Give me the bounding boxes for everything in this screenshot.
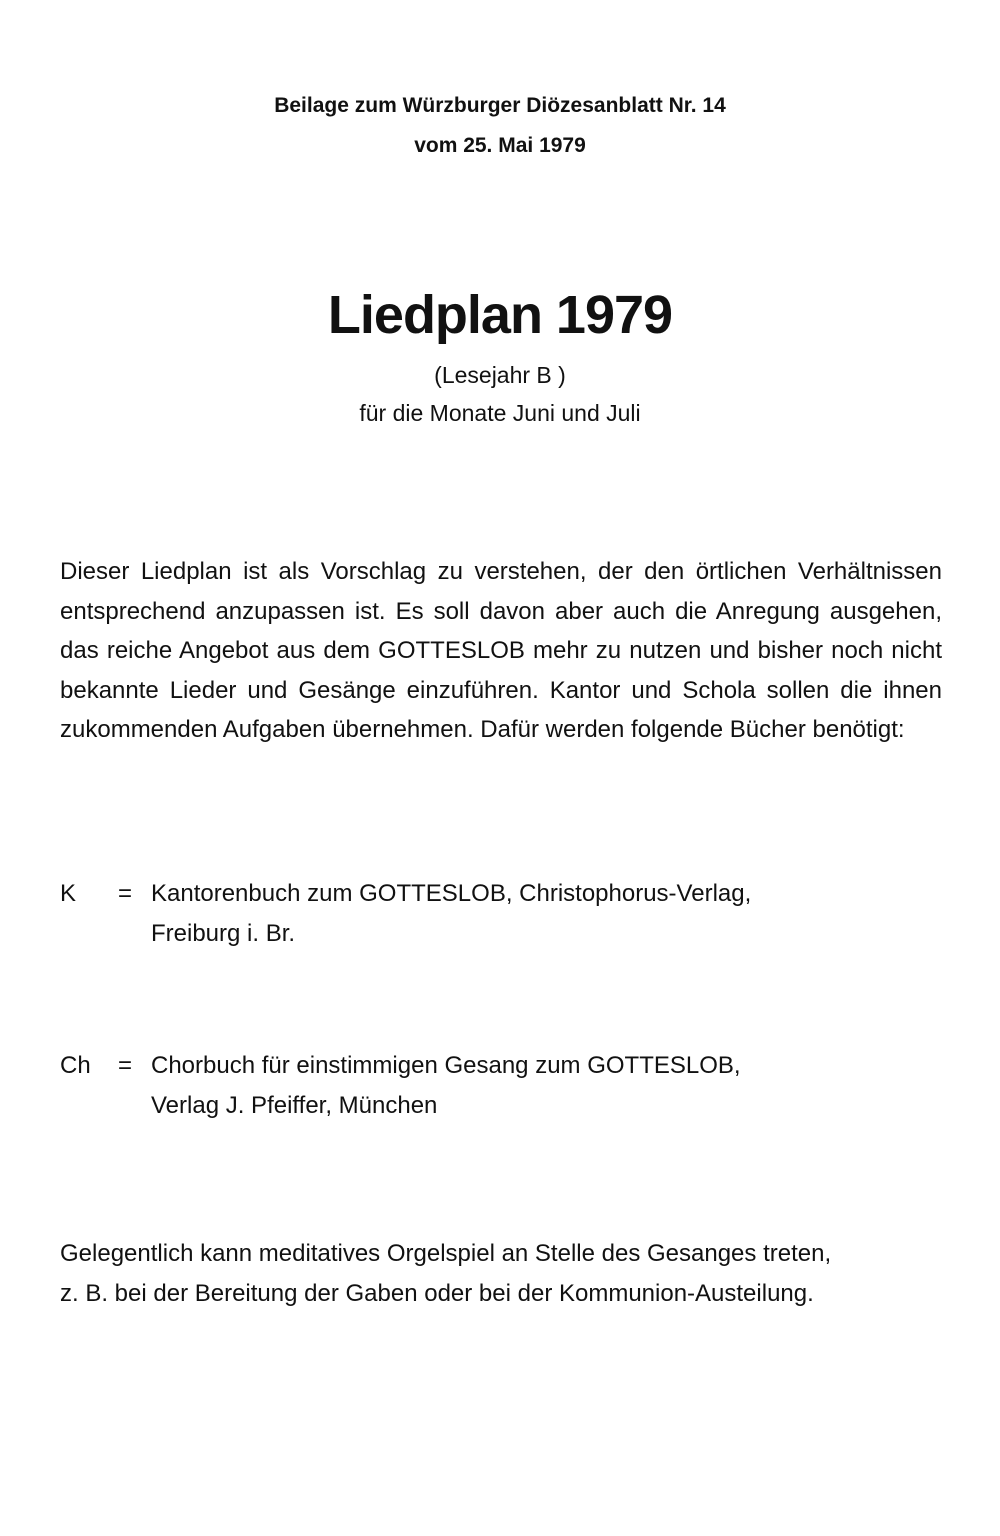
abbreviation-description-line-1: Kantorenbuch zum GOTTESLOB, Christophorus-Verlag, [151,880,752,907]
abbreviation-key: K [60,880,77,907]
abbreviation-description [151,1046,931,1126]
abbreviation-key: Ch [60,1052,91,1079]
equals-sign: = [117,880,132,907]
abbreviation-description [151,874,931,954]
header-line-2: vom 25. Mai 1979 [414,134,586,157]
header-line-1: Beilage zum Würzburger Diözesanblatt Nr. 14 [274,94,726,117]
organ-note-line-1: Gelegentlich kann meditatives Orgelspiel an Stelle des Gesanges treten, [60,1240,832,1267]
supplement-header [0,86,1000,166]
page-title: Liedplan 1979 [327,285,673,345]
intro-paragraph: Dieser Liedplan ist als Vorschlag zu verstehen, der den örtlichen Verhältnissen entsprechend anzupassen ist. Es soll davon aber auch die Anregung ausgehen, das reiche Angebot aus dem GOTTESLOB mehr zu nutzen und bisher noch nicht bekannte Lieder und Gesänge einzuführen. Kantor und Schola sollen die ihnen zukommenden Aufgaben übernehmen. Dafür werden folgende Bücher benötigt: [60,558,942,743]
subtitle-reading-year: (Lesejahr B ) [434,362,566,388]
abbreviation-description-line-2: Verlag J. Pfeiffer, München [151,1092,438,1119]
equals-sign: = [117,1052,132,1079]
organ-note-line-2: z. B. bei der Bereitung der Gaben oder bei der Kommunion-Austeilung. [60,1280,814,1307]
abbreviation-description-line-2: Freiburg i. Br. [151,920,296,947]
abbreviation-description-line-1: Chorbuch für einstimmigen Gesang zum GOTTESLOB, [151,1052,741,1079]
subtitle [0,356,1000,432]
subtitle-months: für die Monate Juni und Juli [359,400,641,426]
organ-note-paragraph [60,1234,944,1314]
